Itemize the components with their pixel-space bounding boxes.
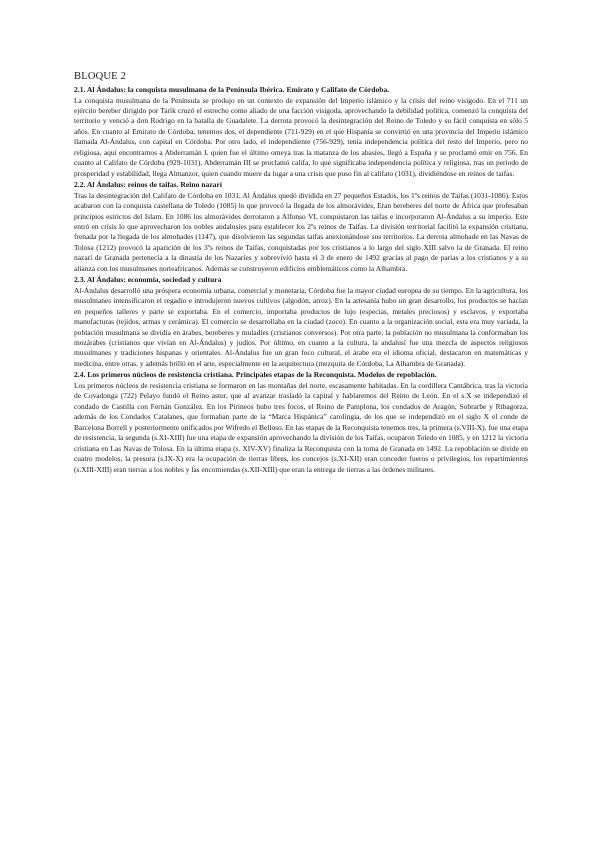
section-2-4 xyxy=(74,370,528,475)
section-2-3 xyxy=(74,275,528,369)
section-heading: 2.2. Al Ándalus: reinos de taifas. Reino nazarí xyxy=(74,180,222,190)
section-2-2 xyxy=(74,180,528,274)
section-heading: 2.1. Al Ándalus: la conquista musulmana de la Península Ibérica. Emirato y Califato de Córdoba. xyxy=(74,85,390,94)
section-2-1 xyxy=(74,85,528,179)
section-heading: 2.4. Los primeros núcleos de resistencia cristiana. Principales etapas de la Reconquista. Modelos de repoblación. xyxy=(74,370,437,380)
section-paragraph: La conquista musulmana de la Península se produjo en un contexto de expansión del Imperio islámico y la crisis del reino visigodo. En el 711 un ejército bereber dirigido por Tarik cruzó el estrecho como aliado de una facción visigoda, aprovechando la debilidad política, comenzó la conquista del territorio y venció a don Rodrigo en la batalla de Guadalete. La derrota provocó la desintegración del Reino de Toledo y su fácil conquista en sólo 5 años. En cuanto al Emirato de Córdoba, tenemos dos, el dependiente (711-929) en el que Hispania se convirtió en una provincia del Imperio islámico llamada Al-Ándalus, con capital en Córdoba. Por otro lado, el independiente (756-929), tenía independencia política del resto del Imperio, pero no religiosa, aquí encontramos a Abderramán I. quien fue el último omeya tras la matanza de los abasíes, llegó a España y se proclamó emir en 756. En cuanto al Califato de Córdoba (929-1031), Abderramán III se proclamó califa, lo que significaba independencia política y religiosa, tras un periodo de prosperidad y estabilidad, llega Almanzor, quien cuando muere da lugar a una crisis que puso fin al califato (1031), dividiéndose en reinos de taifas. xyxy=(74,95,528,178)
section-paragraph: Al-Ándalus desarrolló una próspera economía urbana, comercial y monetaria, Córdoba fue la mayor ciudad europea de su tiempo. En la agricultura, los musulmanes intensificaron el regadío e introdujeron nuevos cultivos (algodón, arroz). En la artesanía hubo un gran desarrollo, los productos se hacían en pequeños talleres y parte se exportaba. En el comercio, importaba productos de lujo (especias, metales preciosos) y esclavos, y exportaba manufacturas (tejidos, armas y cerámica). El comercio se desarrollaba en la ciudad (zoco). En cuanto a la organización social, esta era muy variada, la población musulmana se dividía en árabes, bereberes y muladíes (cristianos conversos). Por otra parte, la población no musulmana la conformaban los mozárabes (cristianos que vivían en Al-Ándalus) y judíos. Por último, en cuanto a la cultura, la andalusí fue una mezcla de aspectos religiosos musulmanes y tradiciones hispanas y orientales. Al-Ándalus fue un gran foco cultural, el árabe era el idioma oficial, destacaron en matemáticas y medicina, entre otras, y además brilló en el arte, especialmente en la arquitectura (mezquita de Córdoba, La Alhambra de Granada). xyxy=(74,285,528,368)
document-page xyxy=(74,70,528,476)
section-paragraph: Tras la desintegración del Califato de Córdoba en 1031, Al Ándalus quedó dividida en 27 pequeños Estados, los 1ºs reinos de Taifas (1031-1086). Estos acabaron con la conquista castellana de Toledo (1085) lo que provocó la llegada de los almorávides, Eran bereberes del norte de África que profesaban principios estrictos del Islam. En 1086 los almorávides derrotaron a Alfonso VI, conquistaron las taifas e incorporaron Al-Ándalus a su imperio. Este entró en crisis lo que aprovecharon los nobles andalusíes para establecer los 2ºs reinos de Taifas. La división territorial facilitó la expansión cristiana, frenada por la llegada de los almohades (1147), que disolvieron las segundas taifas anexionándose sus territorios. La derrota almohade en las Navas de Tolosa (1212) provocó la aparición de los 3ºs reinos de Taifas, conquistadas por los cristianos a lo largo del siglo XIII salvo la de Granada. El reino nazarí de Granada pertenecía a la dinastía de los Nazaríes y sobrevivió hasta el 3 de enero de 1492 gracias al pago de parias a los cristianos y a su alianza con los musulmanes norteafricanos. Además se construyeron edificios emblemáticos como la Alhambra. xyxy=(74,190,528,273)
section-paragraph: Los primeros núcleos de resistencia cristiana se formaron en las montañas del norte, escasamente habitadas. En la cordillera Cantábrica, tras la victoria de Covadonga (722) Pelayo fundó el Reino astur, que al avanzar trasladó la capital y hablaremos del Reino de León. En el s.X se independizó el condado de Castilla con Fernán González. En los Pirineos hubo tres focos, el Reino de Pamplona, los condados de Aragón, Sobrarbe y Ribagorza, además de los Condados Catalanes, que formaban parte de la “Marca Hispánica” carolingia, de los que se independizó en el siglo X el conde de Barcelona Borrell y posteriormente unificados por Wifredo el Belloso. En las etapas de la Reconquista tenemos tres, la primera (s.VIII-X), fue una etapa de resistencia, la segunda (s.XI-XIII) fue una etapa de expansión aprovechando la división de los Taifas, ocuparon Toledo en 1085, y en 1212 la victoria cristiana en Las Navas de Tolosa. En la última etapa (s. XIV-XV) finaliza la Reconquista con la toma de Granada en 1492. La repoblación se divide en cuatro modelos, la presura (s.IX-X) era la ocupación de tierras libres, los concejos (s.XI-XII) eran conceder fueros o privilegios, los repartimientos (s.XIII-XIII) eran tierras a los nobles y las encomiendas (s.XII-XIII) que eran la entrega de tierras a las órdenes militares. xyxy=(74,380,528,474)
block-title: BLOQUE 2 xyxy=(74,71,127,82)
section-heading: 2.3. Al Ándalus: economía, sociedad y cultura xyxy=(74,275,222,285)
